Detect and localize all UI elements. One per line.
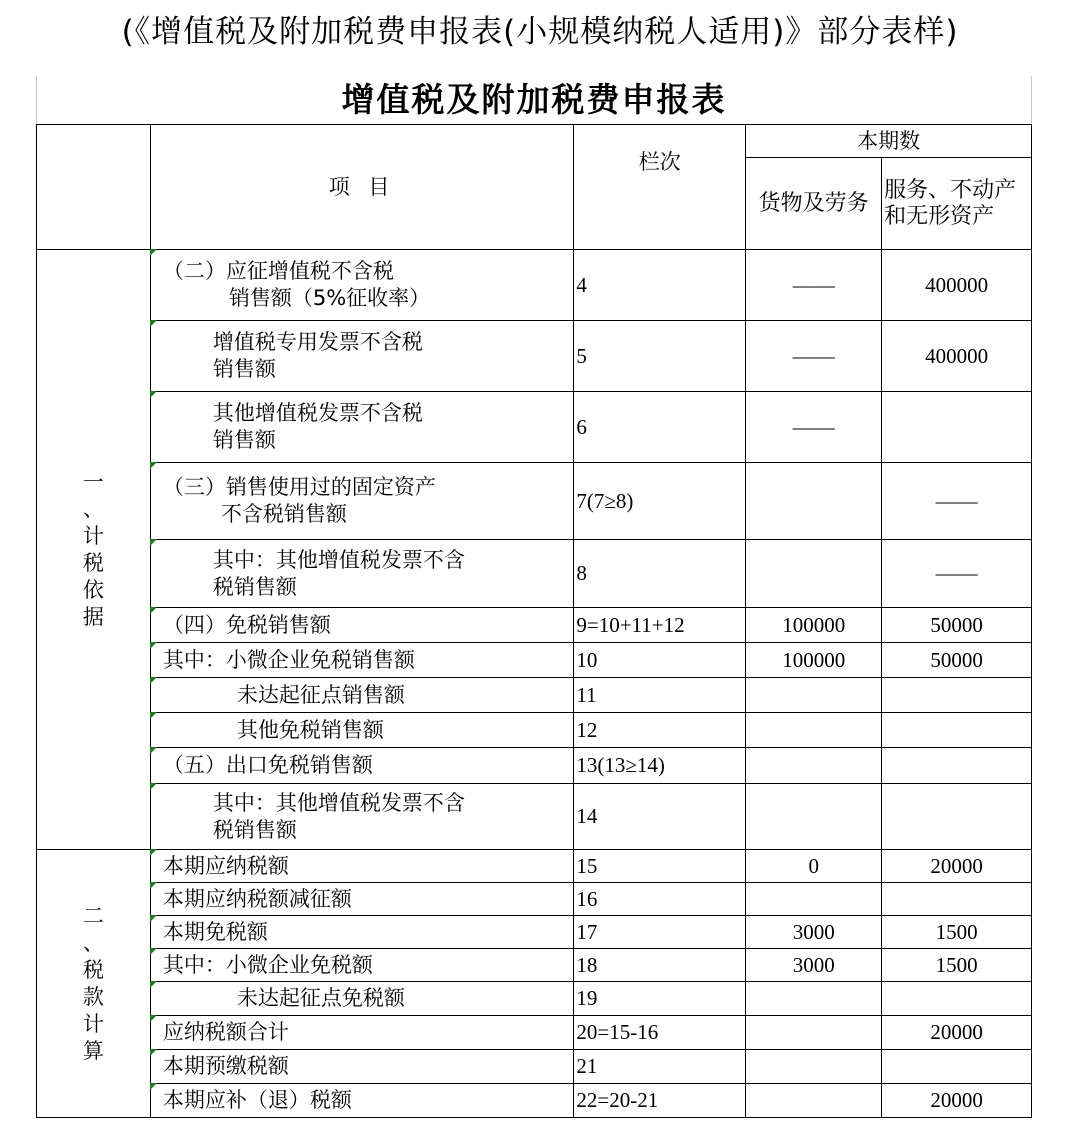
row-services-value: [882, 713, 1032, 748]
cell-comment-marker: [150, 677, 157, 684]
row-item: [150, 678, 574, 713]
row-services-value: 400000: [882, 321, 1032, 392]
row-column-no: 10: [574, 643, 746, 678]
row-item: [150, 1016, 574, 1050]
tax-form-table: [36, 124, 1032, 1118]
row-column-no: 11: [574, 678, 746, 713]
section-label-char: 税: [82, 957, 104, 982]
tax-form-sheet: [36, 76, 1032, 1133]
row-services-value: 50000: [882, 608, 1032, 643]
section-tax-calculation: [37, 850, 151, 1118]
row-services-value: [882, 678, 1032, 713]
row-column-no: 4: [574, 250, 746, 321]
row-column-no: 5: [574, 321, 746, 392]
cell-comment-marker: [150, 1015, 157, 1022]
header-item: 项 目: [150, 125, 574, 250]
cell-comment-marker: [150, 882, 157, 889]
row-item: [150, 392, 574, 463]
section-label-char: 税: [82, 550, 104, 575]
row-item-label: 本期应纳税额减征额: [162, 886, 352, 911]
header-services-line1: 服务、不动产: [884, 177, 1017, 203]
row-services-value: 400000: [882, 250, 1032, 321]
cell-comment-marker: [150, 948, 157, 955]
row-column-no: 8: [574, 540, 746, 608]
cell-comment-marker: [150, 747, 157, 754]
row-column-no: 20=15-16: [574, 1016, 746, 1050]
row-item-label: 未达起征点销售额: [236, 682, 405, 707]
cell-comment-marker: [150, 320, 157, 327]
row-item-label: 不含税销售额: [220, 502, 347, 526]
row-item: [150, 883, 574, 916]
cell-comment-marker: [150, 1049, 157, 1056]
row-column-no: 18: [574, 949, 746, 982]
row-goods-value: [746, 678, 882, 713]
row-goods-value: ——: [746, 392, 882, 463]
header-current-period: 本期数: [746, 125, 1032, 158]
row-item-label: 应纳税额合计: [162, 1020, 289, 1044]
row-goods-value: [746, 883, 882, 916]
row-services-value: 1500: [882, 916, 1032, 949]
section-header-blank: [37, 125, 151, 250]
row-services-value: [882, 982, 1032, 1016]
row-goods-value: 3000: [746, 916, 882, 949]
row-item-label: 本期预缴税额: [162, 1054, 289, 1078]
row-item-label: 增值税专用发票不含税: [212, 330, 423, 354]
page-caption: (《增值税及附加税费申报表(小规模纳税人适用)》部分表样): [121, 14, 959, 50]
row-item-label: （二）应征增值税不含税: [162, 259, 394, 283]
row-goods-value: 3000: [746, 949, 882, 982]
row-column-no: 6: [574, 392, 746, 463]
header-services-line2: 和无形资产: [884, 203, 995, 229]
row-item: [150, 1050, 574, 1084]
row-services-value: [882, 784, 1032, 850]
row-item-label: 其中：其他增值税发票不含: [212, 547, 465, 572]
cell-comment-marker: [150, 539, 157, 546]
row-column-no: 21: [574, 1050, 746, 1084]
row-services-value: [882, 392, 1032, 463]
section-label-char: 算: [82, 1038, 104, 1063]
row-item-label: 其他增值税发票不含税: [212, 401, 423, 425]
section-label-char: 计: [82, 1011, 104, 1036]
row-item: [150, 713, 574, 748]
row-goods-value: [746, 1016, 882, 1050]
row-services-value: [882, 748, 1032, 784]
row-services-value: ——: [882, 463, 1032, 540]
cell-comment-marker: [150, 1083, 157, 1090]
row-services-value: [882, 883, 1032, 916]
row-services-value: 20000: [882, 1016, 1032, 1050]
section-label-char: 一: [82, 469, 104, 494]
header-services-assets: [882, 158, 1032, 250]
row-column-no: 12: [574, 713, 746, 748]
section-label-char: 据: [82, 604, 104, 629]
row-services-value: 50000: [882, 643, 1032, 678]
sheet-title: 增值税及附加税费申报表: [341, 80, 727, 119]
row-item-label: （五）出口免税销售额: [162, 753, 373, 777]
row-column-no: 17: [574, 916, 746, 949]
row-goods-value: [746, 540, 882, 608]
row-column-no: 7(7≥8): [574, 463, 746, 540]
row-services-value: 20000: [882, 1084, 1032, 1118]
section-label-char: 二: [82, 903, 104, 928]
row-item-label: （三）销售使用过的固定资产: [162, 475, 436, 499]
row-column-no: 13(13≥14): [574, 748, 746, 784]
row-item-label: 未达起征点免税额: [236, 986, 405, 1010]
row-services-value: [882, 1050, 1032, 1084]
row-goods-value: [746, 1050, 882, 1084]
cell-comment-marker: [150, 981, 157, 988]
row-item: [150, 916, 574, 949]
section-label-char: 款: [82, 984, 104, 1009]
section-tax-basis: [37, 250, 151, 850]
cell-comment-marker: [150, 607, 157, 614]
row-item-label: 销售额（5%征收率）: [228, 286, 431, 310]
cell-comment-marker: [150, 915, 157, 922]
section-label-char: 、: [82, 930, 104, 955]
row-goods-value: [746, 982, 882, 1016]
row-goods-value: [746, 713, 882, 748]
row-item: [150, 1084, 574, 1118]
row-item-label: 其中：小微企业免税额: [162, 952, 373, 977]
cell-comment-marker: [150, 462, 157, 469]
row-item: [150, 949, 574, 982]
row-item: [150, 643, 574, 678]
row-item-label: 税销售额: [212, 574, 297, 599]
row-item-label: 其中：小微企业免税销售额: [162, 647, 415, 672]
row-item-label: 本期应纳税额: [162, 853, 289, 878]
row-item-label: 销售额: [212, 428, 276, 452]
row-item: [150, 784, 574, 850]
row-item-label: 其他免税销售额: [236, 717, 384, 742]
row-services-value: 20000: [882, 850, 1032, 883]
row-item: [150, 463, 574, 540]
row-goods-value: 0: [746, 850, 882, 883]
row-item: [150, 250, 574, 321]
row-item: [150, 608, 574, 643]
row-column-no: 16: [574, 883, 746, 916]
row-item: [150, 850, 574, 883]
row-item: [150, 982, 574, 1016]
row-column-no: 19: [574, 982, 746, 1016]
cell-comment-marker: [150, 783, 157, 790]
section-label-char: 依: [82, 577, 104, 602]
row-item-label: 其中：其他增值税发票不含: [212, 790, 465, 815]
row-goods-value: ——: [746, 250, 882, 321]
row-goods-value: [746, 784, 882, 850]
row-goods-value: [746, 748, 882, 784]
cell-comment-marker: [150, 642, 157, 649]
section-label-char: 计: [82, 523, 104, 548]
section-label-char: 、: [82, 496, 104, 521]
row-column-no: 9=10+11+12: [574, 608, 746, 643]
cell-comment-marker: [150, 849, 157, 856]
row-goods-value: 100000: [746, 608, 882, 643]
cell-comment-marker: [150, 249, 157, 256]
row-services-value: 1500: [882, 949, 1032, 982]
cell-comment-marker: [150, 391, 157, 398]
row-column-no: 22=20-21: [574, 1084, 746, 1118]
row-goods-value: 100000: [746, 643, 882, 678]
row-column-no: 14: [574, 784, 746, 850]
row-column-no: 15: [574, 850, 746, 883]
row-goods-value: ——: [746, 321, 882, 392]
header-column-no: 栏次: [574, 125, 746, 250]
row-services-value: ——: [882, 540, 1032, 608]
row-item: [150, 540, 574, 608]
row-item: [150, 321, 574, 392]
row-item-label: 销售额: [212, 357, 276, 381]
header-goods-services: 货物及劳务: [746, 158, 882, 250]
row-item-label: 本期免税额: [162, 919, 268, 944]
row-goods-value: [746, 463, 882, 540]
row-item-label: 税销售额: [212, 817, 297, 842]
cell-comment-marker: [150, 712, 157, 719]
row-item-label: （四）免税销售额: [162, 612, 331, 637]
row-goods-value: [746, 1084, 882, 1118]
row-item-label: 本期应补（退）税额: [162, 1088, 352, 1112]
row-item: [150, 748, 574, 784]
